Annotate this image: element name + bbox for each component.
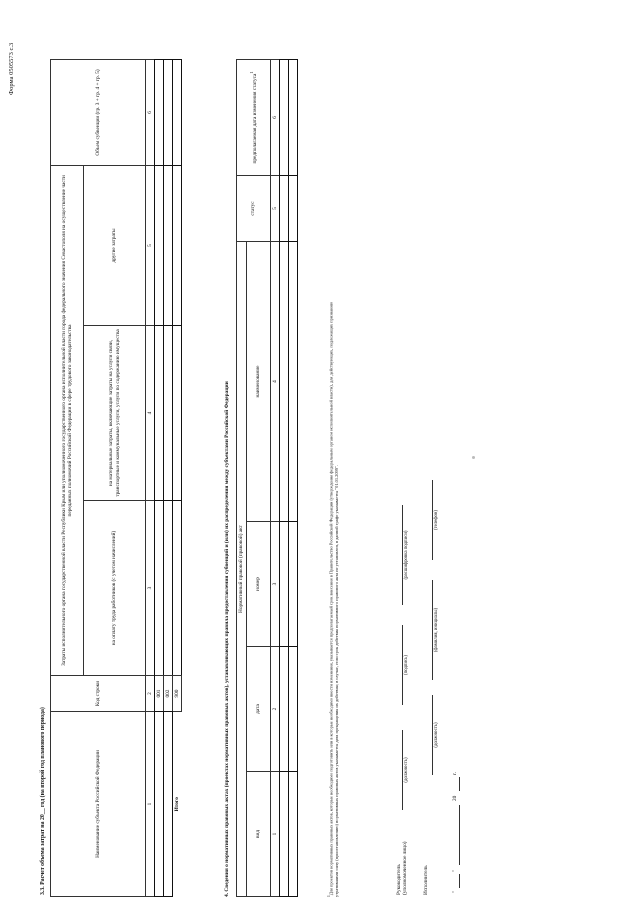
- total-code: 900: [173, 676, 182, 712]
- header-subject-name: Наименование субъекта Российской Федерации: [51, 712, 146, 897]
- header-kind: вид: [247, 772, 271, 897]
- date-year-prefix: 20: [452, 795, 458, 801]
- name-cell[interactable]: [280, 241, 289, 521]
- executor-label: Исполнитель: [423, 865, 429, 895]
- kind-cell[interactable]: [289, 772, 298, 897]
- head-position-line[interactable]: [402, 730, 403, 810]
- date-day-line[interactable]: [459, 874, 460, 888]
- number-cell[interactable]: [280, 522, 289, 647]
- total-material-cell[interactable]: [173, 326, 182, 501]
- executor-name-caption: (фамилия, инициалы): [434, 607, 439, 653]
- col-number-1: 1: [146, 712, 155, 897]
- date-year-line[interactable]: [459, 777, 460, 791]
- header-status-change-date: предполагаемая дата изменения статуса$^1$: [237, 59, 271, 175]
- labor-cell[interactable]: [155, 501, 164, 676]
- head-signature-line[interactable]: [402, 625, 403, 705]
- total-other-cell[interactable]: [173, 165, 182, 325]
- col-number-2: 2: [271, 647, 280, 772]
- head-label: Руководитель (уполномоченное лицо): [396, 841, 408, 895]
- line-code-cell: 002: [164, 676, 173, 712]
- footnote-marker: 1: [327, 895, 331, 897]
- material-cell[interactable]: [155, 326, 164, 501]
- col-number-2: 2: [146, 676, 155, 712]
- col-number-3: 3: [146, 501, 155, 676]
- head-decoding-line[interactable]: [402, 505, 403, 605]
- costs-table: [50, 59, 182, 897]
- executor-position-caption: (должность): [434, 722, 439, 748]
- material-cell[interactable]: [164, 326, 173, 501]
- total-row: [173, 59, 182, 896]
- other-cell[interactable]: [164, 165, 173, 325]
- header-npa-group: Нормативный правовой (правовой) акт: [237, 241, 247, 896]
- status-change-date-cell[interactable]: [280, 59, 289, 175]
- kind-cell[interactable]: [280, 772, 289, 897]
- scan-dot: [472, 456, 475, 459]
- date-cell[interactable]: [289, 647, 298, 772]
- total-labor-cell[interactable]: [173, 501, 182, 676]
- col-number-4: 4: [146, 326, 155, 501]
- header-costs-group: Затраты исполнительного органа государственной власти Республики Крым или уполномоченного государственного органа исполнительной власти города федерального значения Севастополя на осуществление части переданных полномочий Российской Федерации в сфере трудового законодательства: [51, 165, 84, 675]
- header-status: статус: [237, 175, 271, 241]
- footnote-text: Для проектов нормативных правовых актов, которые необходимо подготовить или в которые необходимо внести изменения, указывается предполагаемый срок внесения в Правительство Российской Федерации (утверждения федеральным органом исполнительной власти), для действующих, подлежащих признанию утратившими силу (приостановлению) нормативных правовых актов указывается дата прекращения их действия; в случае, если срок действия нормативного правового акта не установлен, в данной графе указывается "01.01.2099".: [328, 301, 340, 897]
- table-row: [280, 59, 289, 896]
- executor-position-line[interactable]: [432, 695, 433, 775]
- col-number-6: 6: [146, 59, 155, 165]
- section-4-title: 4. Сведения о нормативных правовых актах (проектах нормативных правовых актов), устанавливающих правила предоставления субвенций и (или) их распределения между субъектами Российской Федерации: [224, 381, 230, 897]
- header-other: другие затраты: [84, 165, 146, 325]
- col-number-4: 4: [271, 241, 280, 521]
- head-position-caption: (должность): [404, 757, 409, 783]
- status-change-date-cell[interactable]: [289, 59, 298, 175]
- npa-table: [236, 59, 298, 897]
- footnote: [327, 297, 340, 897]
- header-subsidy: Объем субвенции (гр. 3 + гр. 4 + гр. 5): [51, 59, 146, 165]
- table-row: [164, 59, 173, 896]
- footnote-ref: 1: [249, 71, 255, 74]
- head-signature-caption: (подпись): [404, 655, 409, 675]
- col-number-6: 6: [271, 59, 280, 175]
- executor-phone-line[interactable]: [432, 480, 433, 560]
- date-cell[interactable]: [280, 647, 289, 772]
- table-row: [155, 59, 164, 896]
- header-labor: на оплату труда работников (с учетом начислений): [84, 501, 146, 676]
- subject-name-cell[interactable]: [155, 712, 164, 897]
- table-row: [289, 59, 298, 896]
- total-subsidy-cell[interactable]: [173, 59, 182, 165]
- executor-name-line[interactable]: [432, 580, 433, 680]
- date-open-quote: ": [452, 890, 458, 893]
- name-cell[interactable]: [289, 241, 298, 521]
- other-cell[interactable]: [155, 165, 164, 325]
- labor-cell[interactable]: [164, 501, 173, 676]
- header-line-code: Код строки: [51, 676, 146, 712]
- executor-phone-caption: (телефон): [434, 509, 439, 531]
- subsidy-cell[interactable]: [164, 59, 173, 165]
- section-3-3-title: 3.3. Расчет объема затрат на 20__ год (на второй год планового периода): [40, 707, 46, 895]
- subject-name-cell[interactable]: [164, 712, 173, 897]
- col-number-5: 5: [146, 165, 155, 325]
- total-label: Итого: [174, 797, 181, 812]
- status-cell[interactable]: [289, 175, 298, 241]
- col-number-3: 3: [271, 522, 280, 647]
- date-month-line[interactable]: [459, 805, 460, 865]
- subsidy-cell[interactable]: [155, 59, 164, 165]
- number-cell[interactable]: [289, 522, 298, 647]
- date-year-suffix: г.: [452, 772, 458, 775]
- header-material: на материальные затраты, включающие затраты на услуги связи, транспортные и коммунальные услуги, услуги по содержанию имущества: [84, 326, 146, 501]
- head-decoding-caption: (расшифровка подписи): [404, 530, 409, 580]
- form-code: Форма 0505573 с.3: [8, 42, 15, 95]
- col-number-5: 5: [271, 175, 280, 241]
- header-date: дата: [247, 647, 271, 772]
- col-number-1: 1: [271, 772, 280, 897]
- header-name: наименование: [247, 241, 271, 521]
- date-close-quote: ": [452, 869, 458, 872]
- line-code-cell: 001: [155, 676, 164, 712]
- status-cell[interactable]: [280, 175, 289, 241]
- header-number: номер: [247, 522, 271, 647]
